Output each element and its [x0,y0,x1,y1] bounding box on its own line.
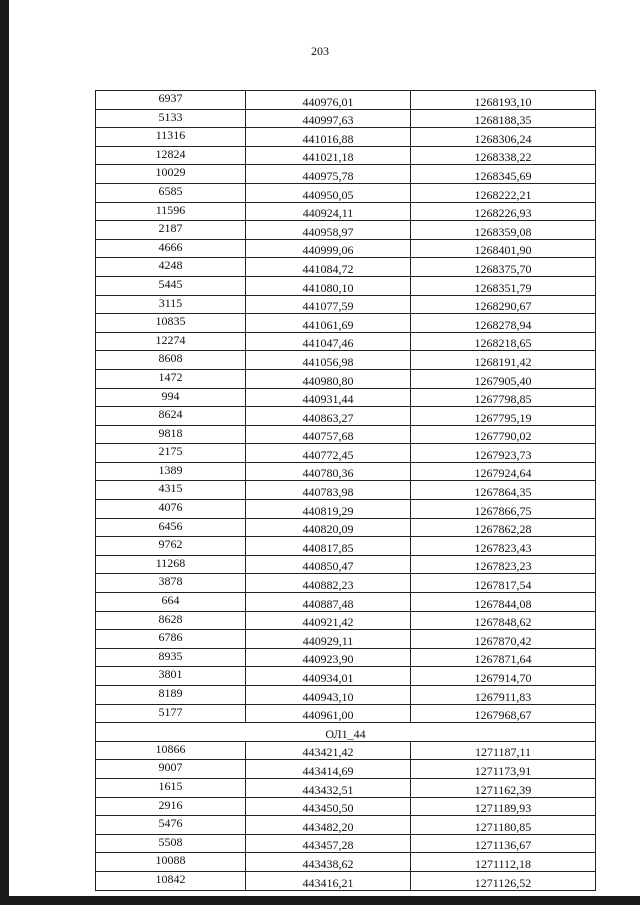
y-coordinate-cell: 1268191,42 [411,351,596,370]
x-coordinate-cell: 443450,50 [246,797,411,816]
point-number-cell: 10866 [96,741,246,760]
table-row [96,853,596,872]
table-row [96,797,596,816]
y-coordinate-cell: 1267862,28 [411,518,596,537]
x-coordinate-cell: 443414,69 [246,760,411,779]
x-coordinate-cell: 443438,62 [246,853,411,872]
table-row [96,518,596,537]
x-coordinate-cell: 440958,97 [246,221,411,240]
y-coordinate-cell: 1267798,85 [411,388,596,407]
point-number-cell: 664 [96,593,246,612]
y-coordinate-cell: 1268359,08 [411,221,596,240]
point-number-cell: 9818 [96,425,246,444]
point-number-cell: 3115 [96,295,246,314]
y-coordinate-cell: 1268306,24 [411,128,596,147]
table-row [96,183,596,202]
table-row [96,648,596,667]
x-coordinate-cell: 440924,11 [246,202,411,221]
x-coordinate-cell: 443482,20 [246,816,411,835]
point-number-cell: 8624 [96,407,246,426]
table-row [96,388,596,407]
x-coordinate-cell: 440976,01 [246,91,411,110]
point-number-cell: 10029 [96,165,246,184]
x-coordinate-cell: 440980,80 [246,369,411,388]
point-number-cell: 9007 [96,760,246,779]
point-number-cell: 9762 [96,537,246,556]
point-number-cell: 8935 [96,648,246,667]
y-coordinate-cell: 1271126,52 [411,871,596,890]
y-coordinate-cell: 1267790,02 [411,425,596,444]
table-row [96,611,596,630]
y-coordinate-cell: 1267871,64 [411,648,596,667]
table-row [96,481,596,500]
table-row [96,91,596,110]
point-number-cell: 994 [96,388,246,407]
table-body-top [96,91,596,723]
x-coordinate-cell: 443416,21 [246,871,411,890]
table-row [96,871,596,890]
point-number-cell: 2187 [96,221,246,240]
y-coordinate-cell: 1268193,10 [411,91,596,110]
y-coordinate-cell: 1267817,54 [411,574,596,593]
table-row [96,146,596,165]
y-coordinate-cell: 1268401,90 [411,239,596,258]
point-number-cell: 11316 [96,128,246,147]
table-row [96,834,596,853]
x-coordinate-cell: 443432,51 [246,778,411,797]
x-coordinate-cell: 440772,45 [246,444,411,463]
y-coordinate-cell: 1267823,23 [411,555,596,574]
y-coordinate-cell: 1267823,43 [411,537,596,556]
x-coordinate-cell: 441077,59 [246,295,411,314]
x-coordinate-cell: 441061,69 [246,314,411,333]
x-coordinate-cell: 441084,72 [246,258,411,277]
x-coordinate-cell: 440961,00 [246,704,411,723]
x-coordinate-cell: 440819,29 [246,500,411,519]
x-coordinate-cell: 440931,44 [246,388,411,407]
y-coordinate-cell: 1271180,85 [411,816,596,835]
point-number-cell: 6937 [96,91,246,110]
point-number-cell: 5508 [96,834,246,853]
x-coordinate-cell: 440820,09 [246,518,411,537]
point-number-cell: 5177 [96,704,246,723]
point-number-cell: 10842 [96,871,246,890]
x-coordinate-cell: 440783,98 [246,481,411,500]
table-row [96,369,596,388]
section-row [96,723,596,742]
point-number-cell: 4315 [96,481,246,500]
table-row [96,295,596,314]
point-number-cell: 12274 [96,332,246,351]
y-coordinate-cell: 1268345,69 [411,165,596,184]
point-number-cell: 2175 [96,444,246,463]
x-coordinate-cell: 441056,98 [246,351,411,370]
table-row [96,686,596,705]
point-number-cell: 6585 [96,183,246,202]
table-row [96,165,596,184]
table-row [96,462,596,481]
x-coordinate-cell: 440999,06 [246,239,411,258]
table-row [96,704,596,723]
x-coordinate-cell: 443457,28 [246,834,411,853]
table-row [96,407,596,426]
x-coordinate-cell: 440757,68 [246,425,411,444]
point-number-cell: 11596 [96,202,246,221]
table-row [96,555,596,574]
point-number-cell: 6456 [96,518,246,537]
y-coordinate-cell: 1268226,93 [411,202,596,221]
x-coordinate-cell: 440921,42 [246,611,411,630]
y-coordinate-cell: 1268222,21 [411,183,596,202]
x-coordinate-cell: 441080,10 [246,276,411,295]
y-coordinate-cell: 1268375,70 [411,258,596,277]
point-number-cell: 5133 [96,109,246,128]
table-row [96,276,596,295]
point-number-cell: 8608 [96,351,246,370]
section-header-body [96,723,596,742]
x-coordinate-cell: 441021,18 [246,146,411,165]
x-coordinate-cell: 440950,05 [246,183,411,202]
point-number-cell: 4666 [96,239,246,258]
y-coordinate-cell: 1267844,08 [411,593,596,612]
table-row [96,444,596,463]
table-row [96,778,596,797]
table-row [96,593,596,612]
table-row [96,630,596,649]
x-coordinate-cell: 440997,63 [246,109,411,128]
point-number-cell: 5476 [96,816,246,835]
table-row [96,816,596,835]
y-coordinate-cell: 1267864,35 [411,481,596,500]
x-coordinate-cell: 440780,36 [246,462,411,481]
y-coordinate-cell: 1268290,67 [411,295,596,314]
x-coordinate-cell: 440929,11 [246,630,411,649]
y-coordinate-cell: 1271112,18 [411,853,596,872]
point-number-cell: 10088 [96,853,246,872]
point-number-cell: 12824 [96,146,246,165]
table-row [96,239,596,258]
point-number-cell: 8628 [96,611,246,630]
y-coordinate-cell: 1268278,94 [411,314,596,333]
x-coordinate-cell: 440882,23 [246,574,411,593]
scan-bottom-edge [0,896,640,905]
table-row [96,537,596,556]
y-coordinate-cell: 1267968,67 [411,704,596,723]
point-number-cell: 8189 [96,686,246,705]
table-row [96,109,596,128]
table-row [96,128,596,147]
y-coordinate-cell: 1267914,70 [411,667,596,686]
y-coordinate-cell: 1268218,65 [411,332,596,351]
table-row [96,221,596,240]
x-coordinate-cell: 440934,01 [246,667,411,686]
point-number-cell: 11268 [96,555,246,574]
table-row [96,314,596,333]
x-coordinate-cell: 441047,46 [246,332,411,351]
x-coordinate-cell: 440975,78 [246,165,411,184]
y-coordinate-cell: 1271136,67 [411,834,596,853]
table-row [96,741,596,760]
y-coordinate-cell: 1267795,19 [411,407,596,426]
point-number-cell: 3878 [96,574,246,593]
point-number-cell: 5445 [96,276,246,295]
x-coordinate-cell: 440923,90 [246,648,411,667]
point-number-cell: 3801 [96,667,246,686]
y-coordinate-cell: 1267911,83 [411,686,596,705]
y-coordinate-cell: 1267848,62 [411,611,596,630]
table-row [96,425,596,444]
table-row [96,574,596,593]
table-row [96,760,596,779]
table-row [96,351,596,370]
point-number-cell: 1615 [96,778,246,797]
y-coordinate-cell: 1271189,93 [411,797,596,816]
x-coordinate-cell: 440943,10 [246,686,411,705]
x-coordinate-cell: 440850,47 [246,555,411,574]
y-coordinate-cell: 1268338,22 [411,146,596,165]
x-coordinate-cell: 441016,88 [246,128,411,147]
coordinates-table [95,90,596,891]
y-coordinate-cell: 1271187,11 [411,741,596,760]
scan-left-edge [0,0,9,905]
x-coordinate-cell: 440887,48 [246,593,411,612]
point-number-cell: 2916 [96,797,246,816]
point-number-cell: 4076 [96,500,246,519]
point-number-cell: 1389 [96,462,246,481]
x-coordinate-cell: 440863,27 [246,407,411,426]
table-body-bottom [96,741,596,890]
point-number-cell: 4248 [96,258,246,277]
table-row [96,332,596,351]
y-coordinate-cell: 1267870,42 [411,630,596,649]
section-label: ОЛ1_44 [96,723,596,742]
y-coordinate-cell: 1267924,64 [411,462,596,481]
table-row [96,500,596,519]
y-coordinate-cell: 1271173,91 [411,760,596,779]
x-coordinate-cell: 443421,42 [246,741,411,760]
page-number: 203 [311,44,329,58]
table-row [96,258,596,277]
y-coordinate-cell: 1267905,40 [411,369,596,388]
table-row [96,667,596,686]
y-coordinate-cell: 1267866,75 [411,500,596,519]
y-coordinate-cell: 1268351,79 [411,276,596,295]
table-row [96,202,596,221]
y-coordinate-cell: 1271162,39 [411,778,596,797]
y-coordinate-cell: 1267923,73 [411,444,596,463]
point-number-cell: 6786 [96,630,246,649]
x-coordinate-cell: 440817,85 [246,537,411,556]
point-number-cell: 10835 [96,314,246,333]
y-coordinate-cell: 1268188,35 [411,109,596,128]
point-number-cell: 1472 [96,369,246,388]
